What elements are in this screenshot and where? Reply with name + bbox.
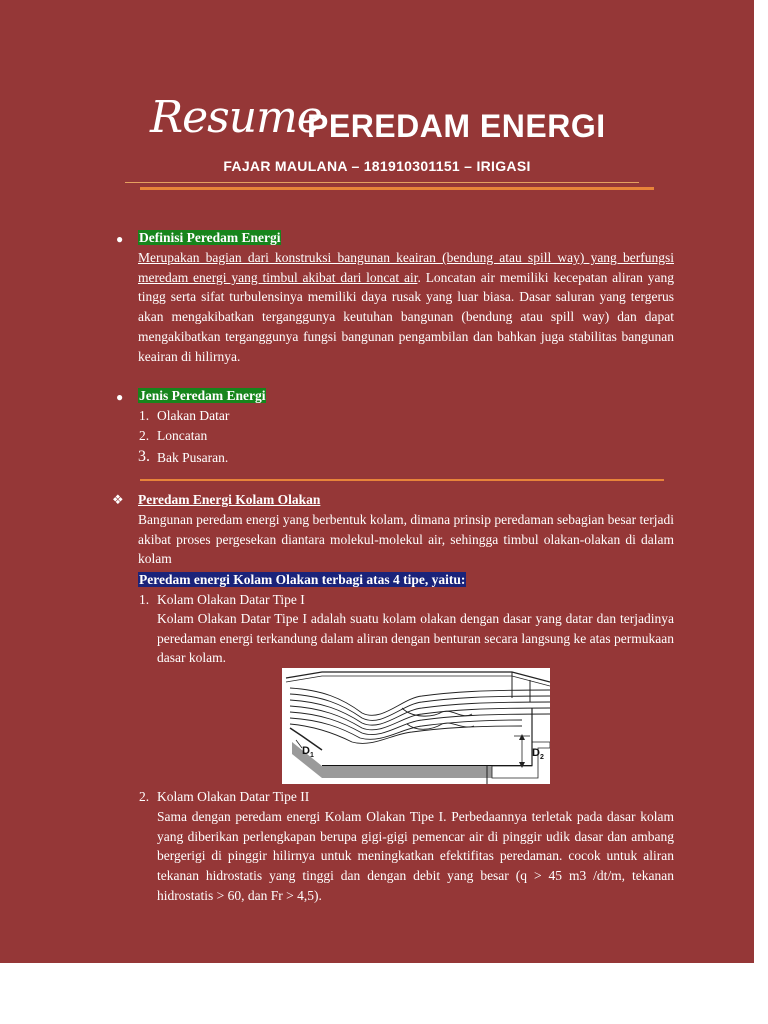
definisi-underlined: Merupakan bagian dari konstruksi bangunan keairan (bendung atau spill way) yang berfungsi meredam energi yang timbul akibat dari loncat air (138, 250, 674, 285)
section-jenis-heading: Jenis Peredam Energi (139, 388, 266, 403)
type1-title: Kolam Olakan Datar Tipe I (157, 592, 305, 607)
diamond-bullet-icon: ❖ (112, 492, 124, 507)
section-definisi-text (138, 248, 674, 366)
jenis-item-label: Bak Pusaran. (157, 450, 229, 465)
definisi-rest: . Loncatan air memiliki kecepatan aliran yang tingg serta sifat turbulensinya memiliki daya rusak yang luar biasa. Dasar saluran yang tergerus akan mengakibatkan terganggunya keutuhan bangunan (bendung atau spill way) dan dapat mengakibatkan terganggunya fungsi bangunan pengambilan dan bahkan juga stabilitas bangunan keairan di hilirnya. (138, 269, 674, 364)
jenis-item: 3. (138, 448, 150, 465)
title-row (0, 92, 754, 152)
type1-number: 1. (139, 592, 150, 607)
section-kolam-text: Bangunan peredam energi yang berbentuk kolam, dimana prinsip peredaman sebagian besar terjadi akibat proses pergesekan diantara molekul-molekul air, sehingga timbul olakan-olakan di dalam kolam (138, 512, 674, 567)
jenis-item-label: Loncatan (157, 428, 208, 443)
page-title: PEREDAM ENERGI (307, 108, 606, 144)
type1-description: Kolam Olakan Datar Tipe I adalah suatu kolam olakan dengan dasar yang datar dan terjadinya peredaman energi terkandung dalam aliran dengan benturan secara langsung ke atas permukaan dasar kolam. (157, 611, 674, 666)
divider-thick (140, 187, 654, 190)
type2-description: Sama dengan peredam energi Kolam Olakan Tipe I. Perbedaannya terletak pada dasar kolam yang diberikan perlengkapan berupa gigi-gigi pemencar air di pinggir udik dasar dan ambang bergerigi di pinggir hilirnya untuk meningkatkan efektifitas peredaman. cocok untuk aliran tekanan hidrostatis yang tinggi dan dengan debit yang besar (q > 45 m3 /dt/m, tekanan hidrostatis > 60, dan Fr > 4,5). (157, 809, 674, 903)
stilling-basin-diagram (282, 668, 550, 784)
type2-number: 2. (139, 789, 150, 804)
jenis-item-label: Olakan Datar (157, 408, 230, 423)
divider-middle (140, 479, 664, 481)
resume-script-title: Resume (150, 92, 322, 143)
section-definisi-heading: Definisi Peredam Energi (139, 230, 281, 245)
divider-thin (125, 182, 639, 183)
jenis-item: 2. (139, 428, 150, 443)
section-kolam-heading: Peredam Energi Kolam Olakan (138, 492, 321, 507)
type2-title: Kolam Olakan Datar Tipe II (157, 789, 310, 804)
bullet-icon: ● (116, 390, 124, 404)
stilling-basin-svg (282, 668, 550, 784)
author-subtitle: FAJAR MAULANA – 181910301151 – IRIGASI (223, 158, 531, 174)
bullet-icon: ● (116, 232, 124, 246)
d1-label: $D_1$ (302, 745, 314, 759)
types-heading: Peredam energi Kolam Olakan terbagi atas 4 tipe, yaitu: (139, 572, 466, 587)
jenis-item: 1. (139, 408, 150, 423)
d2-label: $D_2$ (532, 747, 544, 761)
